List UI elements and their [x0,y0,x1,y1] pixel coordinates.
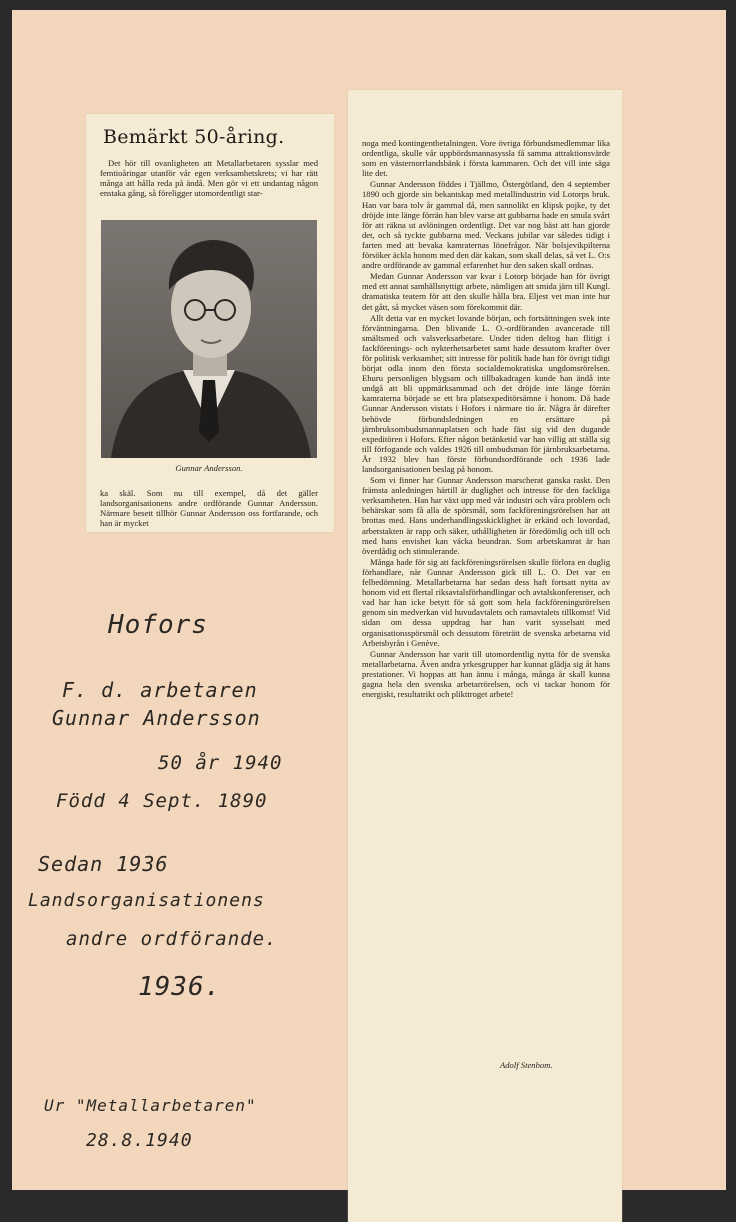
body-paragraph: Allt detta var en mycket lovande början, och fortsättningen svek inte förväntningarna. Den blivande L. O.-ordföranden avancerade till smältsmed och valsverksarbetare. Under tiden deltog han flitigt i fackförenings- och nykterhetsarbetet samt hade dessutom krafter över för politisk verksamhet; sitt intresse för politik hade han för övrigt tidigt börjat odla inom den första socialdemokratiska ungdomsrörelsen. Ehuru personligen blygsam och tillbakadragen kunde han ändå inte undgå att bli uppmärksammad och det dröjde inte länge förrän kamraterna började se ett bra platsexpeditörsämne i honom. Då hade Gunnar Andersson vistats i Hofors i närmare tio år. Några år därefter behövde förbundsledningen en ersättare på järnbruksombudsmannaplatsen och hade fäst sig vid den dugande expeditören i Hofors. Efter någon betänketid var han villig att ställa sig till förfogande och valdes 1926 till ombudsman för järnbruksarbetarna. År 1932 blev han förste förbundsordförande och 1936 lade landsorganisationen beslag på honom. [362,312,610,474]
handwritten-place: Hofors [108,610,208,640]
handwritten-line-1: F. d. arbetaren [62,678,258,702]
article-headline: Bemärkt 50-åring. [103,126,285,148]
article-intro [100,158,318,199]
handwritten-line-3: 50 år 1940 [158,752,283,774]
portrait-illustration [101,220,317,458]
handwritten-line-4: Född 4 Sept. 1890 [56,790,268,812]
handwritten-line-5: Sedan 1936 [38,852,169,876]
handwritten-date: 28.8.1940 [86,1130,193,1151]
body-paragraph: Gunnar Andersson föddes i Tjällmo, Östergötland, den 4 september 1890 och gjorde sin bekantskap med metallindustrin vid Lotorps bruk. Han var bara tolv år gammal då, men sannolikt en klipsk pojke, ty det dröjde inte länge förrän han blev varse att gubbarna hade en smula svårt för att räkna ut avlöningen ordentligt. Det var nog bäst att han gjorde det, och så tyckte gubbarna med. Veckans jubilar var således tidigt i farten med att bevaka kamraternas lönefrågor. När bolsjevikpilterna försöker äckla honom med den där kakan, som skall delas, så vet L. O:s andre ordförande av gammal erfarenhet hur den saken skall ordnas. [362,179,610,271]
handwritten-source: Ur "Metallarbetaren" [44,1096,257,1115]
article-body [362,138,610,700]
body-paragraph: Som vi finner har Gunnar Andersson marscherat ganska raskt. Den främsta anledningen härtill är duglighet och intresse för den fackliga verksamheten. Han har växt upp med vår industri och våra problem och behärskar som få alla de spörsmål, som fackföreningsrörelsen har att brottas med. Hans underhandlingsskicklighet är erkänd och lovordad, arbetstakten är rapp och säker, uthålligheten är föredömlig och till och med hans envishet kan väcka beundran. Som arbetskamrat är han överdådig och stimulerande. [362,475,610,556]
portrait-photo [101,220,317,458]
handwritten-line-8: 1936. [138,972,222,1002]
body-paragraph: noga med kontingentbetalningen. Vore övriga förbundsmedlemmar lika ordentliga, skulle vår uppbördsmannasyssla få samma attraktionsvärde som en västernorrlandsbänk i första kammaren. Och det vill inte säga lite det. [362,138,610,179]
handwritten-line-6: Landsorganisationens [28,890,265,911]
body-paragraph: Många hade för sig att fackföreningsrörelsen skulle förlora en duglig förhandlare, när Gunnar Andersson gick till L. O. Det var en felbedömning. Metallarbetarna har sedan dess haft fortsatt nytta av honom vid ett flertal riksavtalsförhandlingar och avtalskonferenser, och vad har han icke betytt för så gott som hela fackföreningsrörelsen genom sin medverkan vid huvudavtalets och ramavtalets tillkomst! Vid sidan om dessa uppdrag har han varit sysselsatt med organisationsspörsmål och dessutom företrätt de svenska arbetarna vid Arbetsbyrån i Genève. [362,556,610,648]
handwritten-line-7: andre ordförande. [66,928,278,950]
body-paragraph: Medan Gunnar Andersson var kvar i Lotorp började han för övrigt med ett annat samhällsnyttigt arbete, nämligen att smida järn till Kungl. dramatiska teatern för att den skulle hålla bra. Eljest vet man inte hur det gått, så mycket väsen som förekommit där. [362,271,610,312]
outro-paragraph: ka skäl. Som nu till exempel, då det gäller landsorganisationens andre ordförande Gunnar Andersson. Närmare besett tillhör Gunnar Andersson oss fortfarande, och han är mycket [100,488,318,529]
body-paragraph: Gunnar Andersson har varit till utomordentlig nytta för de svenska metallarbetarna. Även andra yrkesgrupper har kunnat glädja sig åt hans prestationer. Vi hoppas att han ännu i många, många år skall kunna gagna hela den svenska arbetarrörelsen, och vi tackar honom för energiskt, resultatrikt och plikttroget arbete! [362,648,610,700]
intro-paragraph: Det hör till ovanligheten att Metallarbetaren sysslar med femtioåringar utanför vår egen verksamhetskrets; vi har rätt många att hålla reda på ändå. Men gör vi ett undantag någon enstaka gång, så föreligger utomordentligt star- [100,158,318,199]
article-signature: Adolf Stenbom. [500,1060,553,1070]
photo-caption: Gunnar Andersson. [175,463,243,473]
article-intro-continued [100,488,318,529]
handwritten-line-2: Gunnar Andersson [52,706,261,730]
